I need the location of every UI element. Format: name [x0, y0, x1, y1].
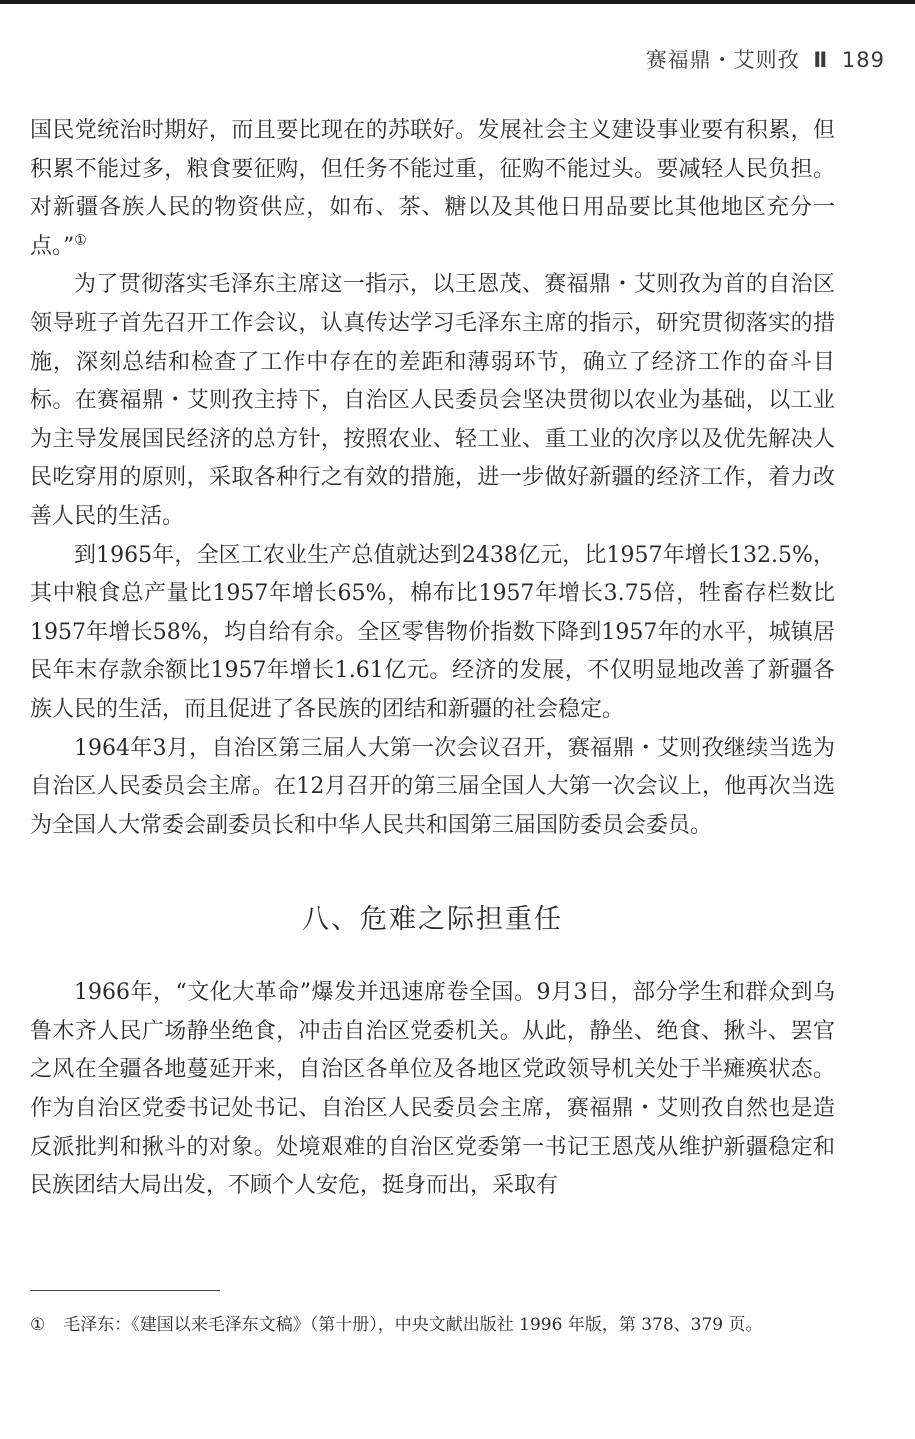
footnote-text: 毛泽东：《建国以来毛泽东文稿》（第十册），中央文献出版社 1996 年版，第 378、379 页。	[63, 1315, 763, 1335]
page-number: 189	[841, 48, 885, 72]
footnote-marker: ①	[30, 1315, 46, 1335]
paragraph-2: 为了贯彻落实毛泽东主席这一指示，以王恩茂、赛福鼎・艾则孜为首的自治区领导班子首先召开工作会议，认真传达学习毛泽东主席的指示，研究贯彻落实的措施，深刻总结和检查了工作中存在的差距和薄弱环节，确立了经济工作的奋斗目标。在赛福鼎・艾则孜主持下，自治区人民委员会坚决贯彻以农业为基础，以工业为主导发展国民经济的总方针，按照农业、轻工业、重工业的次序以及优先解决人民吃穿用的原则，采取各种行之有效的措施，进一步做好新疆的经济工作，着力改善人民的生活。	[30, 272, 835, 529]
header-separator: Ⅱ	[813, 48, 829, 72]
section-heading: 八、危难之际担重任	[302, 904, 563, 936]
footnote-divider	[30, 1290, 220, 1291]
paragraph-1-text: 国民党统治时期好，而且要比现在的苏联好。发展社会主义建设事业要有积累，但积累不能过多，粮食要征购，但任务不能过重，征购不能过头。要减轻人民负担。对新疆各族人民的物资供应，如布、茶、糖以及其他日用品要比其他地区充分一点。”	[30, 118, 835, 259]
paragraph-1	[30, 112, 835, 266]
header-title: 赛福鼎・艾则孜	[645, 48, 800, 72]
footnote-reference[interactable]: ①	[74, 232, 87, 249]
paragraph-3: 到1965年，全区工农业生产总值就达到2438亿元，比1957年增长132.5%，其中粮食总产量比1957年增长65%，棉布比1957年增长3.75倍，牲畜存栏数比1957年增长58%，均自给有余。全区零售物价指数下降到1957年的水平，城镇居民年末存款余额比1957年增长1.61亿元。经济的发展，不仅明显地改善了新疆各族人民的生活，而且促进了各民族的团结和新疆的社会稳定。	[30, 542, 835, 722]
page-top-edge	[0, 0, 915, 4]
paragraph-4: 1964年3月，自治区第三届人大第一次会议召开，赛福鼎・艾则孜继续当选为自治区人民委员会主席。在12月召开的第三届全国人大第一次会议上，他再次当选为全国人大常委会副委员长和中华人民共和国第三届国防委员会委员。	[30, 735, 835, 838]
body-text	[30, 112, 835, 1206]
footnote	[30, 1312, 850, 1338]
paragraph-5: 1966年，“文化大革命”爆发并迅速席卷全国。9月3日，部分学生和群众到乌鲁木齐人民广场静坐绝食，冲击自治区党委机关。从此，静坐、绝食、揪斗、罢官之风在全疆各地蔓延开来，自治区各单位及各地区党政领导机关处于半瘫痪状态。作为自治区党委书记处书记、自治区人民委员会主席，赛福鼎・艾则孜自然也是造反派批判和揪斗的对象。处境艰难的自治区党委第一书记王恩茂从维护新疆稳定和民族团结大局出发，不顾个人安危，挺身而出，采取有	[30, 980, 835, 1199]
running-header	[646, 44, 885, 74]
